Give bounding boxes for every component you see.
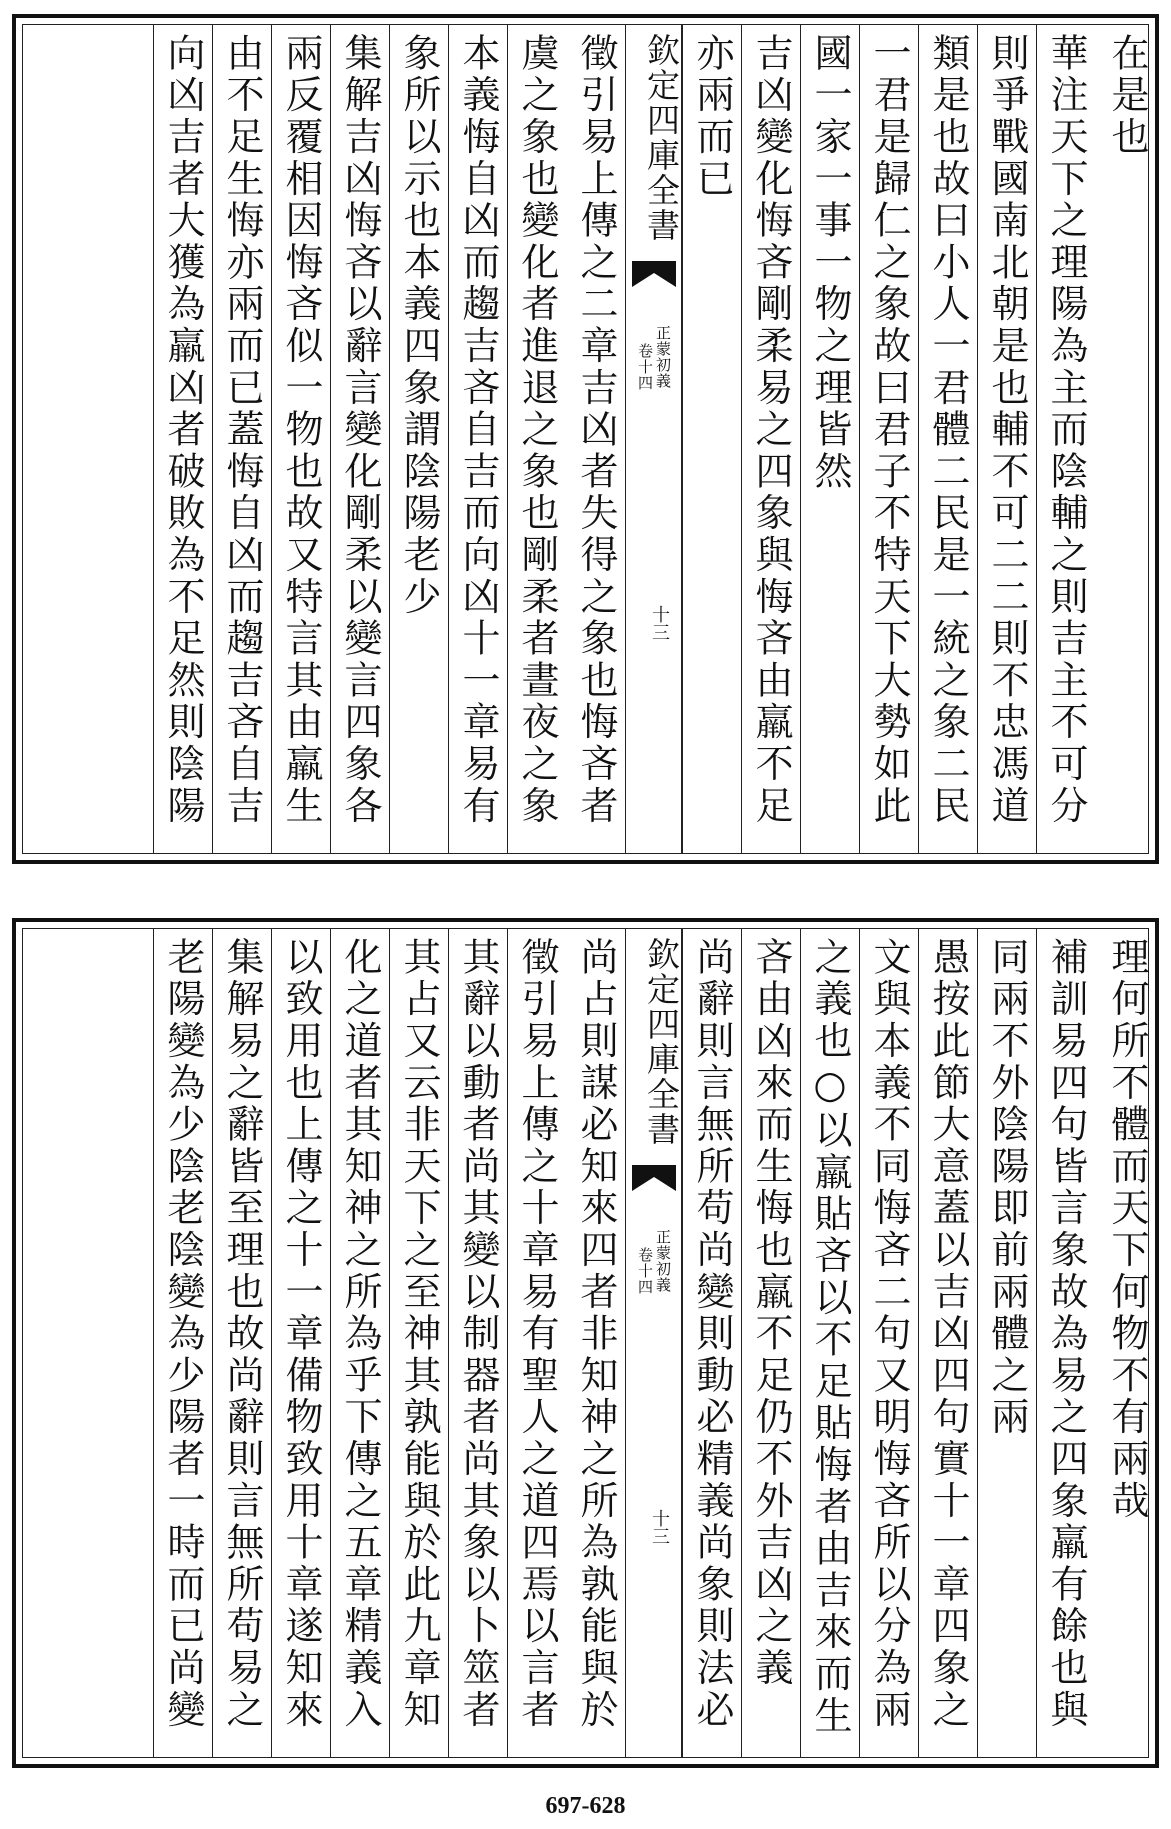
text-column — [682, 929, 741, 1757]
column-text: 老陽變為少陰老陰變為少陽者一時而已尚變 — [161, 937, 205, 1732]
text-column — [212, 929, 271, 1757]
column-text: 吉凶變化悔吝剛柔易之四象與悔吝由羸不足 — [749, 33, 793, 828]
column-text: 尚辭則言無所苟尚變則動必精義尚象則法必 — [690, 937, 734, 1732]
text-column — [1095, 929, 1156, 1757]
page-top-frame — [22, 24, 1149, 854]
text-column — [859, 25, 918, 853]
page-bottom-frame — [22, 928, 1149, 1758]
text-column — [1036, 25, 1095, 853]
sub-title: 正蒙初義 — [654, 1229, 672, 1293]
column-text: 集解易之辭皆至理也故尚辭則言無所苟易之 — [220, 937, 264, 1732]
text-column — [389, 929, 448, 1757]
text-column — [389, 25, 448, 853]
text-column — [271, 929, 330, 1757]
center-fold — [625, 929, 682, 1757]
text-column — [977, 25, 1036, 853]
column-text: 類是也故曰小人一君體二民是一統之象二民 — [926, 33, 970, 828]
column-text: 理何所不體而天下何物不有兩哉 — [1105, 937, 1149, 1523]
text-column — [448, 929, 507, 1757]
column-text: 華注天下之理陽為主而陰輔之則吉主不可分 — [1044, 33, 1088, 828]
text-column — [507, 25, 566, 853]
column-text: 集解吉凶悔吝以辭言變化剛柔以變言四象各 — [338, 33, 382, 828]
column-text: 向凶吉者大獲為羸凶者破敗為不足然則陰陽 — [161, 33, 205, 828]
text-column — [330, 929, 389, 1757]
sub-title: 正蒙初義 — [654, 325, 672, 389]
column-text: 象所以示也本義四象謂陰陽老少 — [397, 33, 441, 619]
page-number: 十三 — [649, 605, 670, 641]
column-text: 愚按此節大意蓋以吉凶四句實十一章四象之 — [926, 937, 970, 1732]
text-column — [507, 929, 566, 1757]
page-number: 十三 — [649, 1509, 670, 1545]
column-text: 其辭以動者尚其變以制器者尚其象以卜筮者 — [456, 937, 500, 1732]
column-text: 吝由凶來而生悔也羸不足仍不外吉凶之義 — [749, 937, 793, 1690]
text-column — [271, 25, 330, 853]
column-text: 一君是歸仁之象故曰君子不特天下大勢如此 — [867, 33, 911, 828]
column-text: 補訓易四句皆言象故為易之四象羸有餘也與 — [1044, 937, 1088, 1732]
fishtail-mark-icon — [632, 261, 676, 287]
fishtail-mark-icon — [632, 1165, 676, 1191]
text-column — [859, 929, 918, 1757]
book-title: 欽定四庫全書 — [642, 937, 681, 1147]
column-text: 徵引易上傳之二章吉凶者失得之象也悔吝者 — [574, 33, 618, 828]
column-text: 虞之象也變化者進退之象也剛柔者晝夜之象 — [515, 33, 559, 828]
column-text: 之義也○以羸貼吝以不足貼悔者由吉來而生 — [808, 937, 852, 1738]
text-column — [682, 25, 741, 853]
column-text: 化之道者其知神之所為乎下傳之五章精義入 — [338, 937, 382, 1732]
text-column — [153, 929, 212, 1757]
text-column — [566, 929, 625, 1757]
text-column — [741, 25, 800, 853]
volume-label: 卷十四 — [636, 343, 654, 391]
text-column — [918, 929, 977, 1757]
page-bottom — [12, 918, 1159, 1768]
column-text: 本義悔自凶而趨吉吝自吉而向凶十一章易有 — [456, 33, 500, 828]
text-column — [153, 25, 212, 853]
center-fold — [625, 25, 682, 853]
text-column — [330, 25, 389, 853]
text-column — [1095, 25, 1156, 853]
column-text: 同兩不外陰陽即前兩體之兩 — [985, 937, 1029, 1439]
text-column — [741, 929, 800, 1757]
text-column — [918, 25, 977, 853]
text-column — [800, 929, 859, 1757]
volume-label: 卷十四 — [636, 1247, 654, 1295]
column-text: 其占又云非天下之至神其孰能與於此九章知 — [397, 937, 441, 1732]
column-text: 徵引易上傳之十章易有聖人之道四焉以言者 — [515, 937, 559, 1732]
text-column — [448, 25, 507, 853]
column-text: 國一家一事一物之理皆然 — [808, 33, 852, 493]
text-column — [212, 25, 271, 853]
text-column — [800, 25, 859, 853]
column-text: 以致用也上傳之十一章備物致用十章遂知來 — [279, 937, 323, 1732]
column-text: 亦兩而已 — [690, 33, 734, 201]
text-column — [566, 25, 625, 853]
column-text: 由不足生悔亦兩而已蓋悔自凶而趨吉吝自吉 — [220, 33, 264, 828]
column-text: 兩反覆相因悔吝似一物也故又特言其由羸生 — [279, 33, 323, 828]
column-text: 尚占則謀必知來四者非知神之所為孰能與於 — [574, 937, 618, 1732]
book-title: 欽定四庫全書 — [642, 33, 681, 243]
page-code: 697-628 — [545, 1793, 626, 1819]
text-column — [977, 929, 1036, 1757]
column-text: 文與本義不同悔吝二句又明悔吝所以分為兩 — [867, 937, 911, 1732]
column-text: 在是也 — [1105, 33, 1149, 159]
text-column — [1036, 929, 1095, 1757]
column-text: 則爭戰國南北朝是也輔不可二二則不忠馮道 — [985, 33, 1029, 828]
page-top — [12, 14, 1159, 864]
